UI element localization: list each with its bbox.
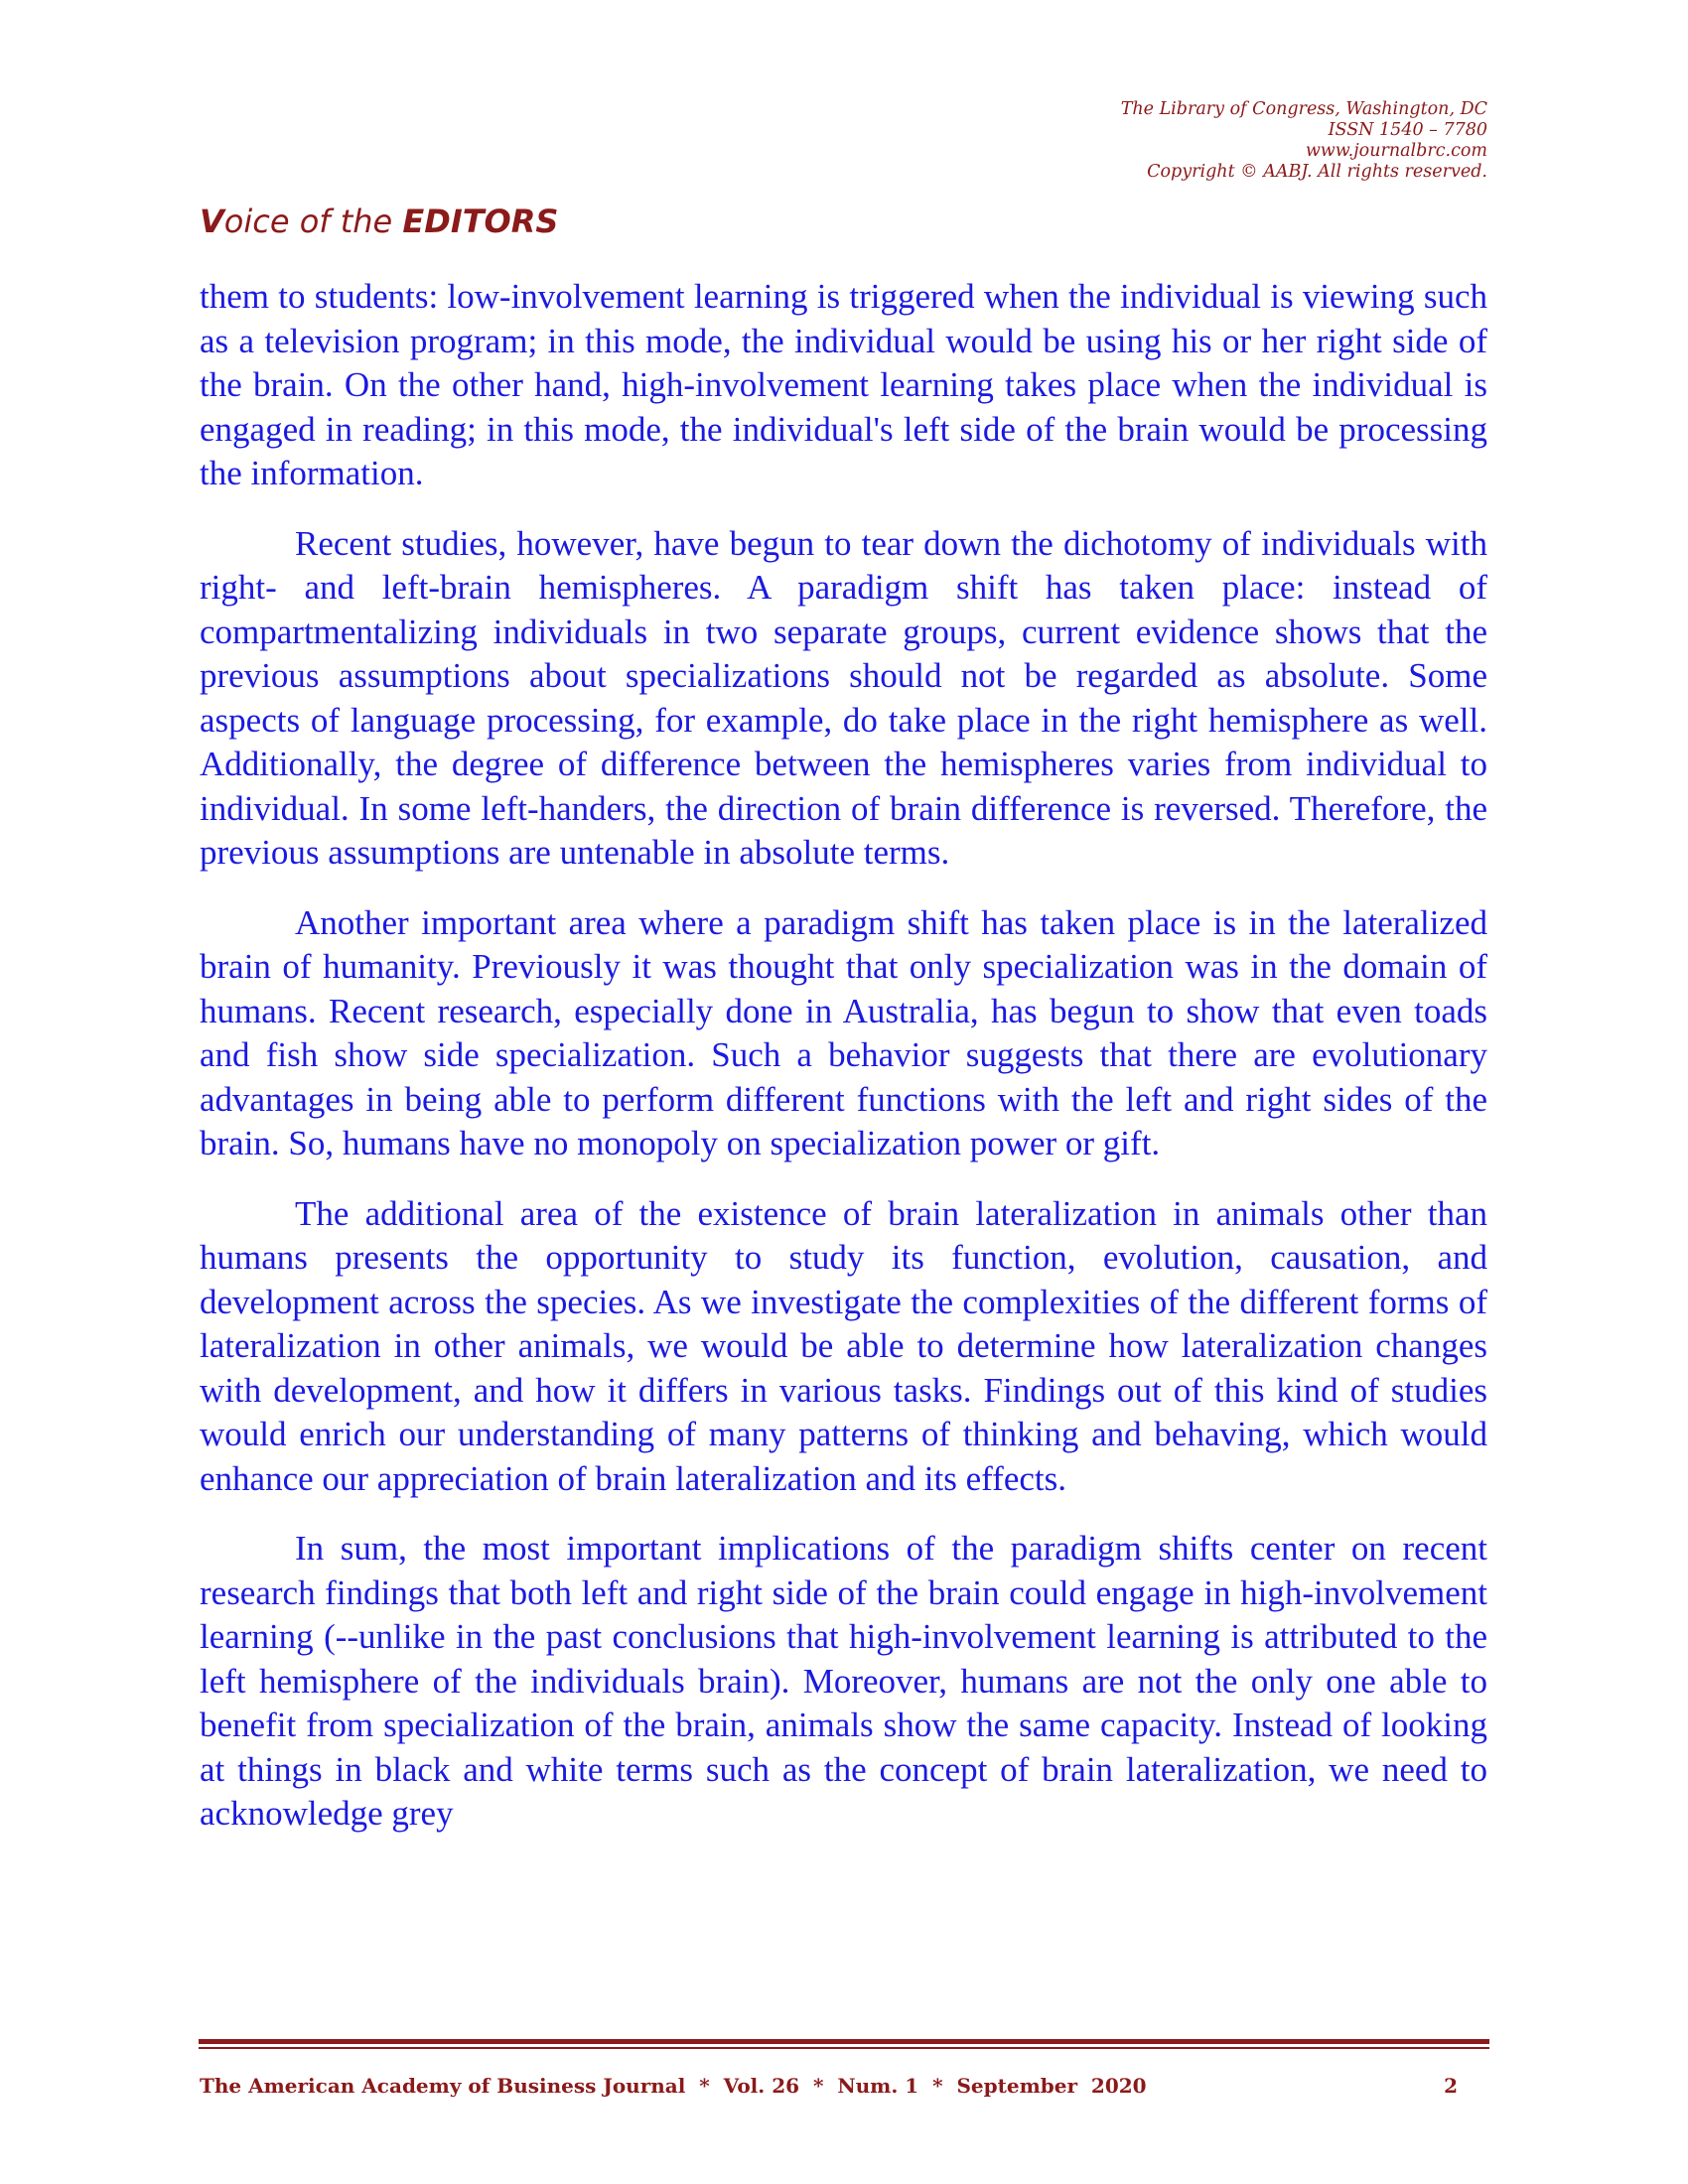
paragraph: them to students: low-involvement learning is triggered when the individual is viewing such as a television program; in this mode, the individual would be using his or her right side of the brain. On the other hand, high-involvement learning takes place when the individual is engaged in reading; in this mode, the individual's left side of the brain would be processing the information. <box>200 277 1487 492</box>
paragraph: In sum, the most important implications of the paradigm shifts center on recent research findings that both left and right side of the brain could engage in high-involvement learning (--unlike in the past conclusions that high-involvement learning is attributed to the left hemisphere of the individuals brain). Moreover, humans are not the only one able to benefit from specialization of the brain, animals show the same capacity. Instead of looking at things in black and white terms such as the concept of brain lateralization, we need to acknowledge grey <box>200 1529 1487 1833</box>
publisher-line: The Library of Congress, Washington, DC <box>1120 99 1487 119</box>
section-title-initial: V <box>200 203 224 240</box>
section-title-editors: EDITORS <box>402 203 559 240</box>
footer-divider <box>199 2039 1489 2044</box>
paragraph: Another important area where a paradigm shift has taken place is in the lateralized brain of humanity. Previously it was thought that only specialization was in the domain of humans. Recent research, especially done in Australia, has begun to show that even toads and fish show side specialization. Such a behavior suggests that there are evolutionary advantages in being able to perform different functions with the left and right sides of the brain. So, humans have no monopoly on specialization power or gift. <box>200 902 1487 1162</box>
website-line: www.journalbrc.com <box>1305 141 1487 161</box>
article-body <box>200 275 1487 1862</box>
footer-journal-info: The American Academy of Business Journal * Vol. 26 * Num. 1 * September 2020 <box>200 2074 1147 2098</box>
footer-divider-thin <box>199 2047 1489 2049</box>
paragraph: Recent studies, however, have begun to tear down the dichotomy of individuals with right- and left-brain hemispheres. A paradigm shift has taken place: instead of compartmentalizing individuals in two separate groups, current evidence shows that the previous assumptions about specializations should not be regarded as absolute. Some aspects of language processing, for example, do take place in the right hemisphere as well. Additionally, the degree of difference between the hemispheres varies from individual to individual. In some left-handers, the direction of brain difference is reversed. Therefore, the previous assumptions are untenable in absolute terms. <box>200 523 1487 872</box>
publication-info <box>1121 99 1487 183</box>
section-title <box>200 202 558 241</box>
issn-line: ISSN 1540 – 7780 <box>1328 120 1487 140</box>
paragraph: The additional area of the existence of brain lateralization in animals other than humans presents the opportunity to study its function, evolution, causation, and development across the species. As we investigate the complexities of the different forms of lateralization in other animals, we would be able to determine how lateralization changes with development, and how it differs in various tasks. Findings out of this kind of studies would enrich our understanding of many patterns of thinking and behaving, which would enhance our appreciation of brain lateralization and its effects. <box>200 1193 1487 1498</box>
copyright-line: Copyright © AABJ. All rights reserved. <box>1147 162 1487 182</box>
page-number: 2 <box>1444 2074 1458 2098</box>
section-title-middle: oice of the <box>223 203 403 240</box>
